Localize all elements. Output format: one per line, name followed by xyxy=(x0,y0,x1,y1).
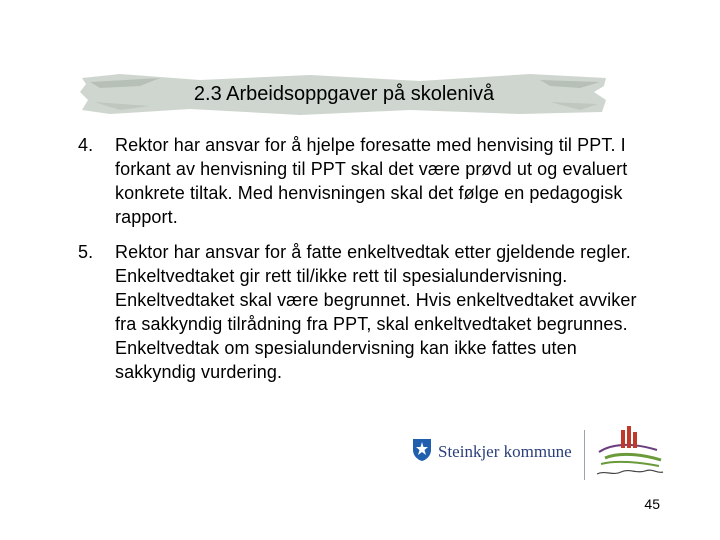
footer-logos xyxy=(408,430,670,482)
list-item xyxy=(78,240,648,384)
list-item xyxy=(78,133,648,229)
page-number: 45 xyxy=(644,496,660,512)
kommune-name: Steinkjer kommune xyxy=(438,442,572,461)
list-item-text: Rektor har ansvar for å fatte enkeltvedtak etter gjeldende regler. Enkeltvedtaket gir rett til/ikke rett til spesialundervisning. Enkeltvedtaket skal være begrunnet. Hvis enkeltvedtaket avviker fra sakkyndig tilrådning fra PPT, skal enkeltvedtaket begrunnes. Enkeltvedtak om spesialundervisning kan ikke fattes uten sakkyndig vurdering. xyxy=(115,242,637,382)
list-item-text: Rektor har ansvar for å hjelpe foresatte med henvising til PPT. I forkant av henvisning til PPT skal det være prøvd ut og evaluert konkrete tiltak. Med henvisningen skal det følge en pedagogisk rapport. xyxy=(115,135,628,227)
list-item-number: 4. xyxy=(78,135,94,155)
title-band xyxy=(80,72,608,116)
logo-divider xyxy=(584,430,585,480)
steinkjer-tagline-logo-icon xyxy=(591,424,671,480)
numbered-list xyxy=(78,133,648,395)
steinkjer-coat-of-arms-icon xyxy=(412,438,432,462)
list-item-number: 5. xyxy=(78,242,94,262)
slide-title: 2.3 Arbeidsoppgaver på skolenivå xyxy=(193,82,495,105)
